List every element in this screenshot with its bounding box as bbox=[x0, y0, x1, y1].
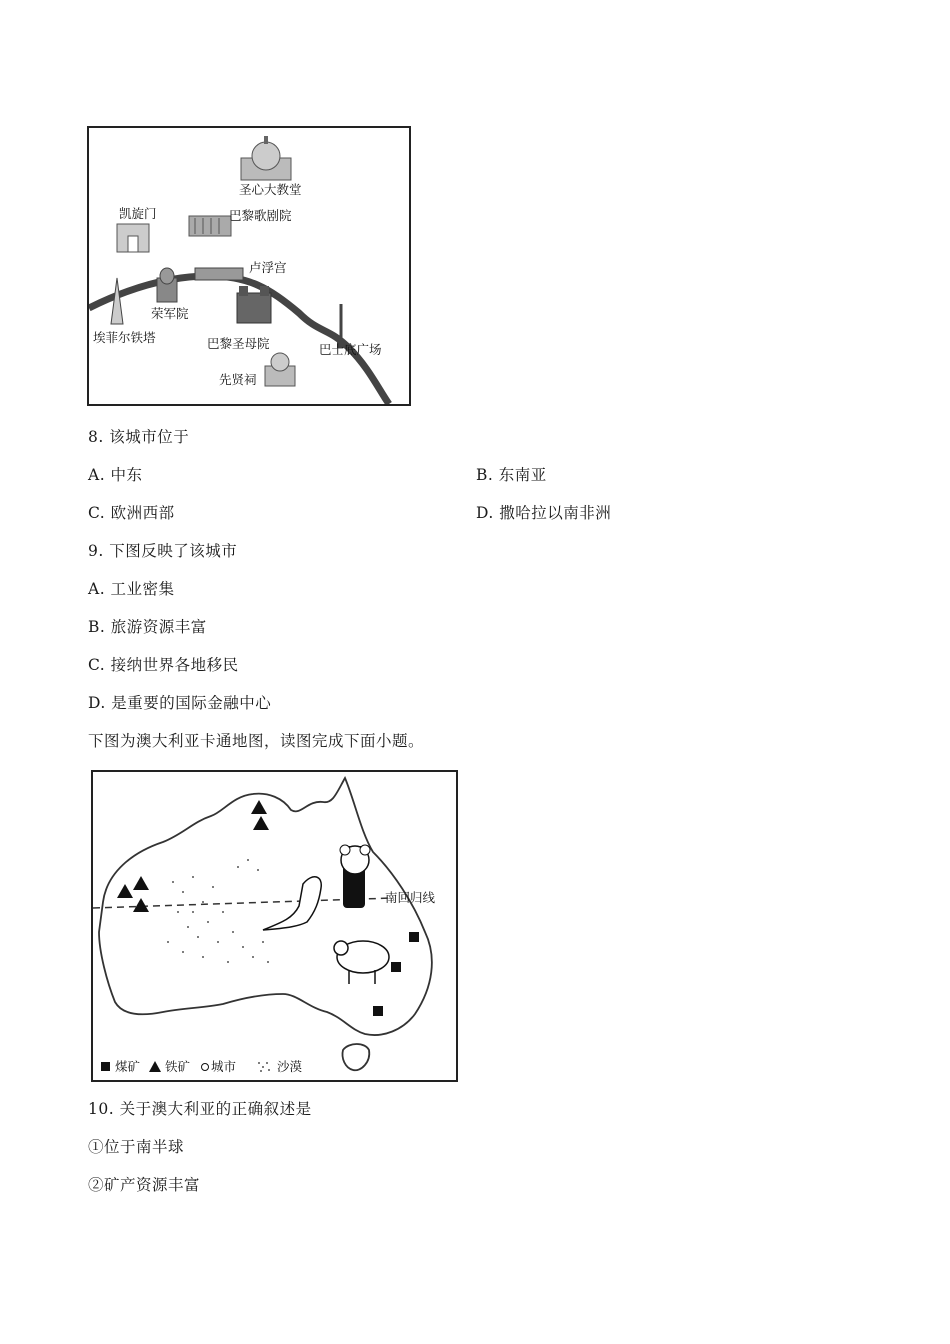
label-bastille: 巴士底广场 bbox=[319, 342, 382, 357]
q8-option-d[interactable]: D. 撒哈拉以南非洲 bbox=[476, 504, 612, 522]
q8-option-a[interactable]: A. 中东 bbox=[88, 466, 143, 484]
legend-iron: 铁矿 bbox=[165, 1059, 191, 1074]
q9-option-b[interactable]: B. 旅游资源丰富 bbox=[88, 618, 207, 636]
legend-coal: 煤矿 bbox=[115, 1059, 141, 1074]
q9-option-a[interactable]: A. 工业密集 bbox=[88, 580, 175, 598]
q9-option-d[interactable]: D. 是重要的国际金融中心 bbox=[88, 694, 272, 712]
label-sacre-coeur: 圣心大教堂 bbox=[239, 182, 302, 197]
australia-outline bbox=[99, 778, 432, 1035]
q9-option-c[interactable]: C. 接纳世界各地移民 bbox=[88, 656, 239, 674]
q8-option-b[interactable]: B. 东南亚 bbox=[476, 466, 547, 484]
legend-coal-icon bbox=[101, 1062, 110, 1071]
pantheon-icon bbox=[265, 353, 295, 386]
legend-city: 城市 bbox=[211, 1059, 237, 1074]
label-eiffel: 埃菲尔铁塔 bbox=[93, 330, 156, 345]
arc-de-triomphe-icon bbox=[117, 224, 149, 252]
q8-option-c[interactable]: C. 欧洲西部 bbox=[88, 504, 175, 522]
label-pantheon: 先贤祠 bbox=[219, 372, 257, 387]
paris-landmark-map bbox=[87, 126, 411, 406]
legend-desert-icon bbox=[258, 1062, 270, 1072]
label-louvre: 卢浮宫 bbox=[249, 260, 287, 275]
legend-desert: 沙漠 bbox=[277, 1059, 303, 1074]
invalides-icon bbox=[157, 268, 177, 302]
tropic-label: 南回归线 bbox=[385, 890, 436, 905]
label-invalides: 荣军院 bbox=[151, 306, 189, 321]
q9-stem: 9. 下图反映了该城市 bbox=[88, 542, 238, 560]
eiffel-tower-icon bbox=[111, 278, 123, 324]
sacre-coeur-icon bbox=[241, 136, 291, 180]
label-arc: 凯旋门 bbox=[119, 206, 157, 221]
notre-dame-icon bbox=[237, 286, 271, 323]
tasmania-outline bbox=[342, 1044, 369, 1070]
q8-stem: 8. 该城市位于 bbox=[88, 428, 190, 446]
intro-text: 下图为澳大利亚卡通地图，读图完成下面小题。 bbox=[88, 732, 425, 750]
label-notre-dame: 巴黎圣母院 bbox=[207, 336, 270, 351]
q10-statement-1: ①位于南半球 bbox=[88, 1138, 185, 1156]
q10-stem: 10. 关于澳大利亚的正确叙述是 bbox=[88, 1100, 312, 1118]
legend-city-icon bbox=[202, 1064, 209, 1071]
q10-statement-2: ②矿产资源丰富 bbox=[88, 1176, 201, 1194]
louvre-icon bbox=[195, 268, 243, 280]
label-opera: 巴黎歌剧院 bbox=[229, 208, 292, 223]
australia-cartoon-map bbox=[91, 770, 458, 1082]
legend-iron-icon bbox=[149, 1061, 161, 1072]
legend bbox=[101, 1059, 303, 1074]
opera-icon bbox=[189, 216, 231, 236]
